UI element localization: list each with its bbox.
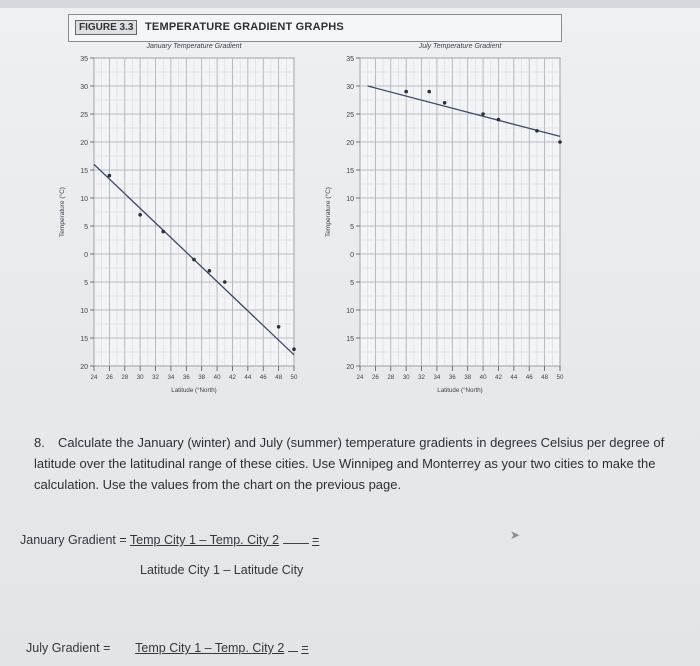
january-y-tick-label: 15: [80, 168, 88, 175]
january-y-tick-label: 25: [80, 112, 88, 119]
january-numerator-line: [283, 533, 309, 544]
july-y-tick-label: 0: [350, 252, 354, 259]
january-formula-line: [20, 533, 319, 547]
july-formula-label: July Gradient =: [26, 641, 111, 655]
january-x-tick-label: 42: [229, 374, 236, 381]
january-x-tick-label: 36: [182, 374, 190, 381]
january-x-tick-label: 24: [90, 374, 98, 381]
january-x-tick-label: 30: [136, 374, 144, 381]
july-x-tick-label: 36: [448, 374, 456, 381]
january-data-point: [138, 213, 142, 217]
july-x-tick-label: 26: [371, 374, 379, 381]
january-data-point: [292, 347, 296, 351]
january-chart-title: January Temperature Gradient: [146, 43, 242, 50]
mouse-cursor-icon: ➤: [510, 528, 521, 542]
january-data-point: [192, 258, 196, 262]
july-chart-title: July Temperature Gradient: [418, 43, 502, 50]
july-y-axis-label: Temperature (°C): [325, 187, 332, 237]
january-formula-denominator: Latitude City 1 – Latitude City: [140, 563, 304, 577]
january-x-tick-label: 48: [275, 374, 283, 381]
january-y-axis-label: Temperature (°C): [59, 187, 66, 237]
january-y-tick-label: 0: [84, 252, 88, 259]
july-y-tick-label: 10: [346, 308, 354, 315]
july-formula-equals: =: [301, 641, 309, 655]
january-data-point: [108, 174, 112, 178]
january-formula-label: January Gradient =: [20, 533, 127, 547]
january-x-tick-label: 34: [167, 374, 175, 381]
january-y-tick-label: 10: [80, 196, 88, 203]
july-data-point: [443, 101, 447, 105]
july-data-point: [497, 118, 501, 122]
july-data-point: [404, 90, 408, 94]
january-x-tick-label: 32: [152, 374, 159, 381]
january-data-point: [208, 269, 212, 273]
july-y-tick-label: 35: [346, 56, 354, 63]
july-x-tick-label: 46: [525, 374, 533, 381]
july-data-point: [481, 112, 485, 116]
july-y-tick-label: 5: [350, 224, 354, 231]
question-8: [34, 432, 674, 495]
january-y-tick-label: 15: [80, 336, 88, 343]
july-x-tick-label: 50: [556, 374, 564, 381]
july-y-tick-label: 30: [346, 84, 354, 91]
july-chart-svg: [318, 40, 648, 412]
july-y-tick-label: 20: [346, 364, 354, 371]
july-numerator-line: [288, 641, 298, 652]
july-x-tick-label: 38: [464, 374, 472, 381]
july-y-tick-label: 15: [346, 168, 354, 175]
july-x-tick-label: 32: [418, 374, 425, 381]
january-data-point: [277, 325, 281, 329]
july-formula-numerator: Temp City 1 – Temp. City 2: [135, 641, 285, 655]
january-formula-numerator: Temp City 1 – Temp. City 2: [129, 533, 280, 547]
july-x-tick-label: 34: [433, 374, 441, 381]
july-data-point: [427, 90, 431, 94]
figure-header: [68, 14, 562, 42]
january-y-tick-label: 20: [80, 364, 88, 371]
july-x-tick-label: 40: [479, 374, 487, 381]
july-formula-line: [26, 641, 309, 655]
january-x-tick-label: 38: [198, 374, 206, 381]
january-x-tick-label: 50: [290, 374, 298, 381]
july-y-tick-label: 20: [346, 140, 354, 147]
january-x-tick-label: 46: [259, 374, 267, 381]
figure-label: FIGURE 3.3: [75, 20, 137, 35]
july-y-tick-label: 15: [346, 336, 354, 343]
january-data-point: [223, 280, 227, 284]
january-x-tick-label: 40: [213, 374, 221, 381]
january-y-tick-label: 20: [80, 140, 88, 147]
january-y-tick-label: 35: [80, 56, 88, 63]
question-text: Calculate the January (winter) and July (summer) temperature gradients in degrees Celsius per degree of latitude over the latitudinal range of these cities. Use Winnipeg and Monterrey as your two cities to make the calculation. Use the values from the chart on the previous page.: [34, 435, 665, 492]
question-number: 8.: [34, 435, 45, 450]
july-data-point: [535, 129, 539, 133]
january-data-point: [161, 230, 165, 234]
figure-title: TEMPERATURE GRADIENT GRAPHS: [145, 21, 344, 33]
july-x-tick-label: 28: [387, 374, 395, 381]
january-formula-equals: =: [312, 533, 320, 547]
july-gradient-chart: [318, 40, 648, 412]
january-x-tick-label: 26: [105, 374, 113, 381]
july-x-tick-label: 24: [356, 374, 364, 381]
july-y-tick-label: 25: [346, 112, 354, 119]
july-data-point: [558, 140, 562, 144]
july-x-tick-label: 48: [541, 374, 549, 381]
january-x-axis-label: Latitude (°North): [171, 387, 217, 394]
july-x-tick-label: 30: [402, 374, 410, 381]
july-x-axis-label: Latitude (°North): [437, 387, 483, 394]
january-y-tick-label: 5: [84, 280, 88, 287]
january-y-tick-label: 5: [84, 224, 88, 231]
january-x-tick-label: 28: [121, 374, 129, 381]
january-y-tick-label: 30: [80, 84, 88, 91]
july-y-tick-label: 5: [350, 280, 354, 287]
january-x-tick-label: 44: [244, 374, 252, 381]
july-x-tick-label: 42: [495, 374, 502, 381]
screen-top-edge: [0, 0, 700, 8]
july-x-tick-label: 44: [510, 374, 518, 381]
january-y-tick-label: 10: [80, 308, 88, 315]
july-y-tick-label: 10: [346, 196, 354, 203]
